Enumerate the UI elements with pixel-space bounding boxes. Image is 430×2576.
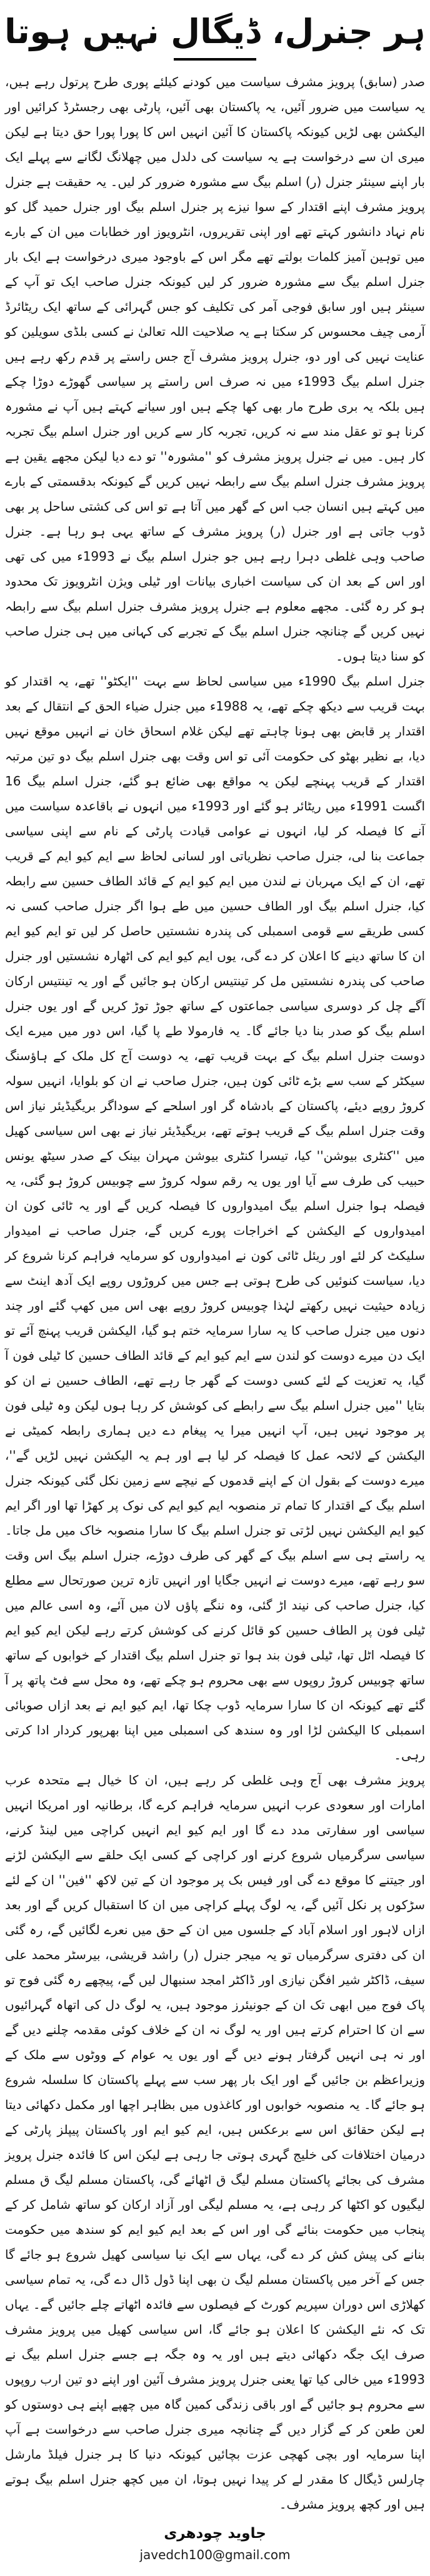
article-paragraph: پرویز مشرف بھی آج وہی غلطی کر رہے ہیں، ان کا خیال ہے متحدہ عرب امارات اور سعودی عرب انہیں سرمایہ فراہم کرے گا، برطانیہ اور امریکا انہیں سیاسی اور سفارتی مدد دے گا اور ایم کیو ایم انہیں کراچی میں لینڈ کرنے، سیاسی سرگرمیاں شروع کرنے اور کراچی کے کسی ایک حلقے سے الیکشن لڑنے اور جیتنے کا موقع دے گی اور فیس بک پر موجود ان کے تین لاکھ ''فین'' ان کے لئے سڑکوں پر نکل آئیں گے، یہ لوگ پہلے کراچی میں ان کا استقبال کریں گے اور بعد ازاں لاہور اور اسلام آباد کے جلسوں میں ان کے حق میں نعرے لگائیں گے، رہ گئی ان کی دفتری سرگرمیاں تو یہ میجر جنرل (ر) راشد قریشی، بیرسٹر محمد علی سیف، ڈاکٹر شیر افگن نیازی اور ڈاکٹر امجد سنبھال لیں گے، پیچھے رہ گئی فوج تو پاک فوج میں ابھی تک ان کے جونیئرز موجود ہیں، یہ لوگ دل کی اتھاہ گہرائیوں سے ان کا احترام کرتے ہیں اور یہ لوگ نہ ان کے خلاف کوئی مقدمہ چلنے دیں گے اور نہ ہی انہیں گرفتار ہونے دیں گے اور یوں یہ عوام کے ووٹوں سے ملک کے وزیراعظم بن جائیں گے اور ایک بار پھر سب سے پہلے پاکستان کا سلسلہ شروع ہو جائے گا۔ یہ منصوبہ خوابوں اور کاغذوں میں بظاہر اچھا اور مکمل دکھائی دیتا ہے لیکن حقائق اس سے برعکس ہیں، ایم کیو ایم اور پاکستان پیپلز پارٹی کے درمیان اختلافات کی خلیج گہری ہوتی جا رہی ہے لیکن اس کا فائدہ جنرل پرویز مشرف کی بجائے پاکستان مسلم لیگ ق اٹھائے گی، پاکستان مسلم لیگ ق مسلم لیگیوں کو اکٹھا کر رہی ہے، یہ مسلم لیگی اور آزاد ارکان کو ساتھ شامل کر کے پنجاب میں حکومت بنائے گی اور اس کے بعد ایم کیو ایم کو سندھ میں حکومت بنانے کی پیش کش کر دے گی، یہاں سے ایک نیا سیاسی کھیل شروع ہو جائے گا جس کے آخر میں پاکستان مسلم لیگ ن بھی اپنا ڈول ڈال دے گی، یہ تمام سیاسی کھلاڑی اس دوران سپریم کورٹ کے فیصلوں سے فائدہ اٹھاتے چلے جائیں گے۔ یہاں تک کہ نئے الیکشن کا اعلان ہو جائے گا، اس سیاسی کھیل میں پرویز مشرف صرف ایک جگہ دکھائی دیتے ہیں اور یہ وہ جگہ ہے جسے جنرل اسلم بیگ نے 1993ء میں خالی کیا تھا یعنی جنرل پرویز مشرف آئین اور اپنے دو تین ارب روپوں سے محروم ہو جائیں گے اور باقی زندگی کمین گاہ میں چھپے اپنے ہی دوستوں کو لعن طعن کر کے گزار دیں گے چنانچہ میری جنرل صاحب سے درخواست ہے آپ اپنا سرمایہ اور بچی کھچی عزت بچائیں کیونکہ دنیا کا ہر جنرل فیلڈ مارشل چارلس ڈیگال کا مقدر لے کر پیدا نہیں ہوتا، ان میں کچھ جنرل اسلم بیگ ہوتے ہیں اور کچھ پرویز مشرف۔ — [5, 1772, 425, 2512]
page-title: ہر جنرل، ڈیگال نہیں ہوتا — [4, 12, 426, 51]
article-paragraph: جنرل اسلم بیگ 1990ء میں سیاسی لحاظ سے بہت ''ایکٹو'' تھے، یہ اقتدار کو بہت قریب سے دیکھ چکے تھے، یہ 1988ء میں جنرل ضیاء الحق کے انتقال کے بعد اقتدار پر قابض بھی ہونا چاہتے تھے لیکن غلام اسحاق خان نے انہیں موقع نہیں دیا، بے نظیر بھٹو کی حکومت آئی تو اس وقت بھی جنرل اسلم بیگ دو تین مرتبہ اقتدار کے قریب پہنچے لیکن یہ مواقع بھی ضائع ہو گئے، جنرل اسلم بیگ 16 اگست 1991ء میں ریٹائر ہو گئے اور 1993ء میں انہوں نے باقاعدہ سیاست میں آنے کا فیصلہ کر لیا، انہوں نے عوامی قیادت پارٹی کے نام سے اپنی سیاسی جماعت بنا لی، جنرل صاحب نظریاتی اور لسانی لحاظ سے ایم کیو ایم کے قریب تھے، ان کے ایک مہربان نے لندن میں ایم کیو ایم کے قائد الطاف حسین سے رابطہ کیا، جنرل اسلم بیگ اور الطاف حسین میں طے ہوا اگر جنرل صاحب کسی نہ کسی طریقے سے قومی اسمبلی کی پندرہ نشستیں حاصل کر لیں تو ایم کیو ایم ان کا ساتھ دینے کا اعلان کر دے گی، یوں ایم کیو ایم کی اٹھارہ نشستیں اور جنرل صاحب کی پندرہ نشستیں مل کر تینتیس ارکان ہو جائیں گے اور یہ تینتیس ارکان آگے چل کر دوسری سیاسی جماعتوں کے ساتھ جوڑ توڑ کریں گے اور یوں جنرل اسلم بیگ کو صدر بنا دیا جائے گا۔ یہ فارمولا طے پا گیا، اس دور میں میرے ایک دوست جنرل اسلم بیگ کے بہت قریب تھے، یہ دوست آج کل ملک کے ہاؤسنگ سیکٹر کے سب سے بڑے ٹائی کون ہیں، جنرل صاحب نے ان کو بلوایا، انہیں سولہ کروڑ روپے دیئے، پاکستان کے بادشاہ گر اور اسلحے کے سوداگر بریگیڈیئر نیاز اس وقت جنرل اسلم بیگ کے قریب ہوتے تھے، بریگیڈیئر نیاز نے بھی اس سیاسی کھیل میں ''کنٹری بیوشن'' کیا، تیسرا کنٹری بیوشن مہران بینک کے صدر سیٹھ یونس حبیب کی طرف سے آیا اور یوں یہ رقم سولہ کروڑ سے چوبیس کروڑ ہو گئی، یہ فیصلہ ہوا جنرل اسلم بیگ امیدواروں کا فیصلہ کریں گے اور یہ ٹائی کون ان امیدواروں کے الیکشن کے اخراجات پورے کریں گے، جنرل صاحب نے امیدوار سلیکٹ کر لئے اور ریئل ٹائی کون نے امیدواروں کو سرمایہ فراہم کرنا شروع کر دیا، سیاست کنوئیں کی طرح ہوتی ہے جس میں کروڑوں روپے ایک آدھ اینٹ سے زیادہ حیثیت نہیں رکھتے لہٰذا چوبیس کروڑ روپے بھی اس میں کھپ گئے اور چند دنوں میں جنرل صاحب کا یہ سارا سرمایہ ختم ہو گیا، الیکشن قریب پہنچ آئے تو ایک دن میرے دوست کو لندن سے ایم کیو ایم کے قائد الطاف حسین کا ٹیلی فون آ گیا، یہ تعزیت کے لئے کسی دوست کے گھر جا رہے تھے، الطاف حسین نے ان کو بتایا ''میں جنرل اسلم بیگ سے رابطے کی کوشش کر رہا ہوں لیکن وہ ٹیلی فون پر موجود نہیں ہیں، آپ انہیں میرا یہ پیغام دے دیں ہماری رابطہ کمیٹی نے الیکشن کے لائحہ عمل کا فیصلہ کر لیا ہے اور ہم یہ الیکشن نہیں لڑیں گے''، میرے دوست کے بقول ان کے اپنے قدموں کے نیچے سے زمین نکل گئی کیونکہ جنرل اسلم بیگ کے اقتدار کا تمام تر منصوبہ ایم کیو ایم کی نوک پر کھڑا تھا اور اگر ایم کیو ایم الیکشن نہیں لڑتی تو جنرل اسلم بیگ کا سارا منصوبہ خاک میں مل جاتا۔ یہ راستے ہی سے اسلم بیگ کے گھر کی طرف دوڑے، جنرل اسلم بیگ اس وقت سو رہے تھے، میرے دوست نے انہیں جگایا اور انہیں تازہ ترین صورتحال سے مطلع کیا، جنرل صاحب کی نیند اڑ گئی، وہ ننگے پاؤں لان میں آئے، وہ اسی عالم میں ٹیلی فون پر الطاف حسین کو قائل کرنے کی کوشش کرتے رہے لیکن ایم کیو ایم کا فیصلہ اٹل تھا، ٹیلی فون بند ہوا تو جنرل اسلم بیگ اقتدار کے خوابوں کے ساتھ ساتھ چوبیس کروڑ روپوں سے بھی محروم ہو چکے تھے، وہ محل سے فٹ پاتھ پر آ گئے تھے کیونکہ ان کا سارا سرمایہ ڈوب چکا تھا، ایم کیو ایم نے بعد ازاں صوبائی اسمبلی کا الیکشن لڑا اور وہ سندھ کی اسمبلی میں اپنا بھرپور کردار ادا کرتی رہی۔ — [5, 674, 425, 1762]
article-paragraph: صدر (سابق) پرویز مشرف سیاست میں کودنے کیلئے پوری طرح پرتول رہے ہیں، یہ سیاست میں ضرور آئیں، یہ پاکستان بھی آئیں، پارٹی بھی رجسٹرڈ کرائیں اور الیکشن بھی لڑیں کیونکہ پاکستان کا آئین انہیں اس کا پورا پورا حق دیتا ہے لیکن میری ان سے درخواست ہے یہ سیاست کی دلدل میں چھلانگ لگانے سے پہلے ایک بار اپنے سینئر جنرل (ر) اسلم بیگ سے مشورہ ضرور کر لیں۔ یہ حقیقت ہے جنرل پرویز مشرف اپنے اقتدار کے سوا نیزے پر جنرل اسلم بیگ اور جنرل حمید گل کو نام نہاد دانشور کہتے تھے اور اپنی تقریروں، انٹرویوز اور خطابات میں ان کے بارے میں توہین آمیز کلمات بولتے تھے مگر اس کے باوجود میری درخواست ہے ایک بار جنرل اسلم بیگ سے مشورہ ضرور کر لیں کیونکہ جنرل صاحب ایک تو آپ کے سینئر ہیں اور سابق فوجی آمر کی تکلیف کو جس گہرائی کے ساتھ ایک ریٹائرڈ آرمی چیف محسوس کر سکتا ہے یہ صلاحیت اللہ تعالیٰ نے کسی بلڈی سویلین کو عنایت نہیں کی اور دو، جنرل پرویز مشرف آج جس راستے پر قدم رکھ رہے ہیں جنرل اسلم بیگ 1993ء میں نہ صرف اس راستے پر سیاسی گھوڑے دوڑا چکے ہیں بلکہ یہ بری طرح مار بھی کھا چکے ہیں اور سیانے کہتے ہیں آپ نے مشورہ کرنا ہو تو عقل مند سے نہ کریں، تجربہ کار سے کریں اور جنرل اسلم بیگ تجربہ کار ہیں۔ میں نے جنرل پرویز مشرف کو ''مشورہ'' تو دے دیا لیکن مجھے یقین ہے پرویز مشرف جنرل اسلم بیگ سے رابطہ نہیں کریں گے کیونکہ بدقسمتی کے بارے میں کہتے ہیں انسان جب اس کے گھر میں آتا ہے تو اس کی کشتی ساحل پر بھی ڈوب جاتی ہے اور جنرل (ر) پرویز مشرف کے ساتھ یہی ہو رہا ہے۔ جنرل صاحب وہی غلطی دہرا رہے ہیں جو جنرل اسلم بیگ نے 1993ء میں کی تھی اور اس کے بعد ان کی سیاست اخباری بیانات اور ٹیلی ویژن انٹرویوز تک محدود ہو کر رہ گئی۔ مجھے معلوم ہے جنرل پرویز مشرف جنرل اسلم بیگ سے رابطہ نہیں کریں گے چنانچہ جنرل اسلم بیگ کے تجربے کی کہانی میں ہی جنرل صاحب کو سنا دیتا ہوں۔ — [5, 74, 425, 664]
article-body — [4, 69, 426, 2517]
headline-underline-divider — [174, 58, 256, 61]
author-name: جاوید چودھری — [164, 2525, 266, 2542]
article-footer — [4, 2523, 426, 2564]
author-email: javedch100@gmail.com — [139, 2547, 291, 2562]
